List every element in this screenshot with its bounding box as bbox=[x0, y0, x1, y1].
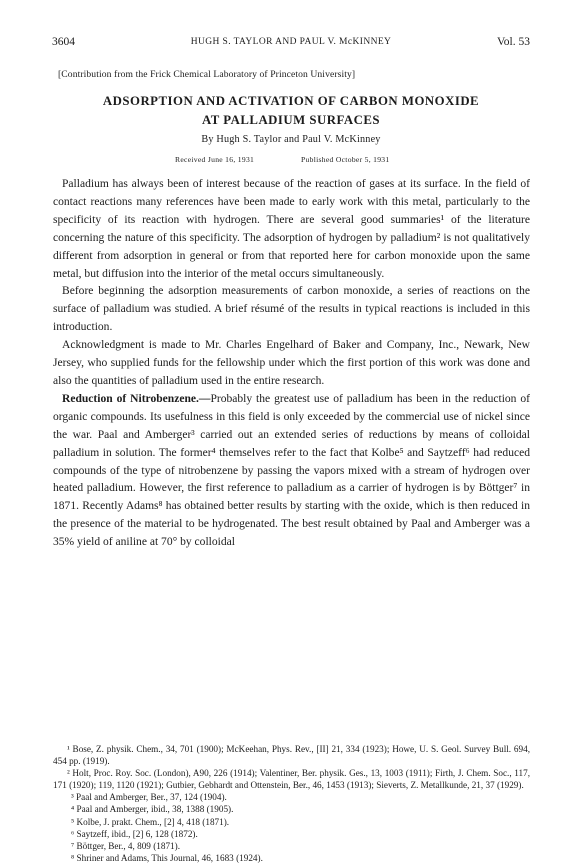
footnote-3: ³ Paal and Amberger, Ber., 37, 124 (1904). bbox=[71, 792, 227, 803]
title-line-2: AT PALLADIUM SURFACES bbox=[201, 113, 381, 127]
footnote-8: ⁸ Shriner and Adams, This Journal, 46, 1683 (1924). bbox=[71, 852, 263, 863]
received-date: Received June 16, 1931 bbox=[175, 155, 255, 164]
volume-number: Vol. 53 bbox=[496, 36, 530, 48]
author-byline: By Hugh S. Taylor and Paul V. McKinney bbox=[201, 134, 381, 145]
running-head-authors: HUGH S. TAYLOR AND PAUL V. McKINNEY bbox=[190, 37, 392, 47]
footnote-4: ⁴ Paal and Amberger, ibid., 38, 1388 (1905). bbox=[71, 804, 234, 815]
contribution-line: [Contribution from the Frick Chemical Laboratory of Princeton University] bbox=[58, 69, 356, 80]
title-line-1: ADSORPTION AND ACTIVATION OF CARBON MONOXIDE bbox=[102, 94, 480, 108]
published-date: Published October 5, 1931 bbox=[301, 155, 390, 164]
body-text bbox=[53, 176, 530, 552]
nitrobenzene-paragraph bbox=[53, 391, 530, 552]
footnote-2: ² Holt, Proc. Roy. Soc. (London), A90, 226 (1914); Valentiner, Ber. physik. Ges., 13, 1003 (1911); Firth, J. Chem. Soc., 117, 171 (1920); 119, 1120 (1921); Gutbier, Gebhardt and Ottenstein, Ber., 46, 1453 (1913); Sieverts, Z. Metallkunde, 21, 37 (1929). bbox=[53, 768, 530, 791]
page-number: 3604 bbox=[52, 36, 75, 48]
footnote-1: ¹ Bose, Z. physik. Chem., 34, 701 (1900); McKeehan, Phys. Rev., [II] 21, 334 (1923); Howe, U. S. Geol. Survey Bull. 694, 454 pp. (1919). bbox=[53, 744, 530, 767]
footnote-5: ⁵ Kolbe, J. prakt. Chem., [2] 4, 418 (1871). bbox=[71, 816, 230, 827]
section-text: Probably the greatest use of palladium has been in the reduction of organic compounds. Its usefulness in this field is only exceeded by the commercial use of nickel since the war. Paal and Amberger³ carried out an extended series of reductions by means of colloidal palladium in solution. The former⁴ themselves refer to the fact that Kolbe⁵ and Saytzeff⁶ had reduced compounds of the type of nitrobenzene by passing the vapors mixed with a stream of hydrogen over heated palladium. However, the first reference to palladium as a carrier of hydrogen is by Böttger⁷ in 1871. Recently Adams⁸ has obtained better results by starting with the oxide, which is then reduced in the presence of the material to be hydrogenated. The best result obtained by Paal and Amberger was a 35% yield of aniline at 70° by colloidal bbox=[53, 392, 530, 549]
footnote-6: ⁶ Saytzeff, ibid., [2] 6, 128 (1872). bbox=[71, 828, 198, 839]
running-head bbox=[52, 36, 530, 52]
section-heading: Reduction of Nitrobenzene.— bbox=[62, 392, 211, 405]
footnotes bbox=[53, 743, 530, 864]
footnote-7: ⁷ Böttger, Ber., 4, 809 (1871). bbox=[71, 840, 180, 851]
acknowledgment-paragraph: Acknowledgment is made to Mr. Charles Engelhard of Baker and Company, Inc., Newark, New Jersey, who supplied funds for the fellowship under which the first portion of this work was done and also the quantities of palladium used in the entire research. bbox=[53, 339, 530, 387]
article-title bbox=[52, 92, 530, 130]
reactions-paragraph: Before beginning the adsorption measurements of carbon monoxide, a series of reactions on the surface of palladium was studied. A brief résumé of the results in typical reactions is included in this introduction. bbox=[53, 285, 530, 334]
intro-paragraph: Palladium has always been of interest because of the reaction of gases at its surface. In the field of contact reactions many references have been made to early work with this metal, particularly to the specificity of its reaction with hydrogen. There are several good summaries¹ of the literature concerning the nature of this specificity. The adsorption of hydrogen by palladium² is not qualitatively different from adsorption in general or from that reported here for carbon monoxide upon the same metal, but diffusion into the interior of the metal occurs simultaneously. bbox=[53, 178, 530, 280]
dates-line bbox=[52, 155, 530, 167]
